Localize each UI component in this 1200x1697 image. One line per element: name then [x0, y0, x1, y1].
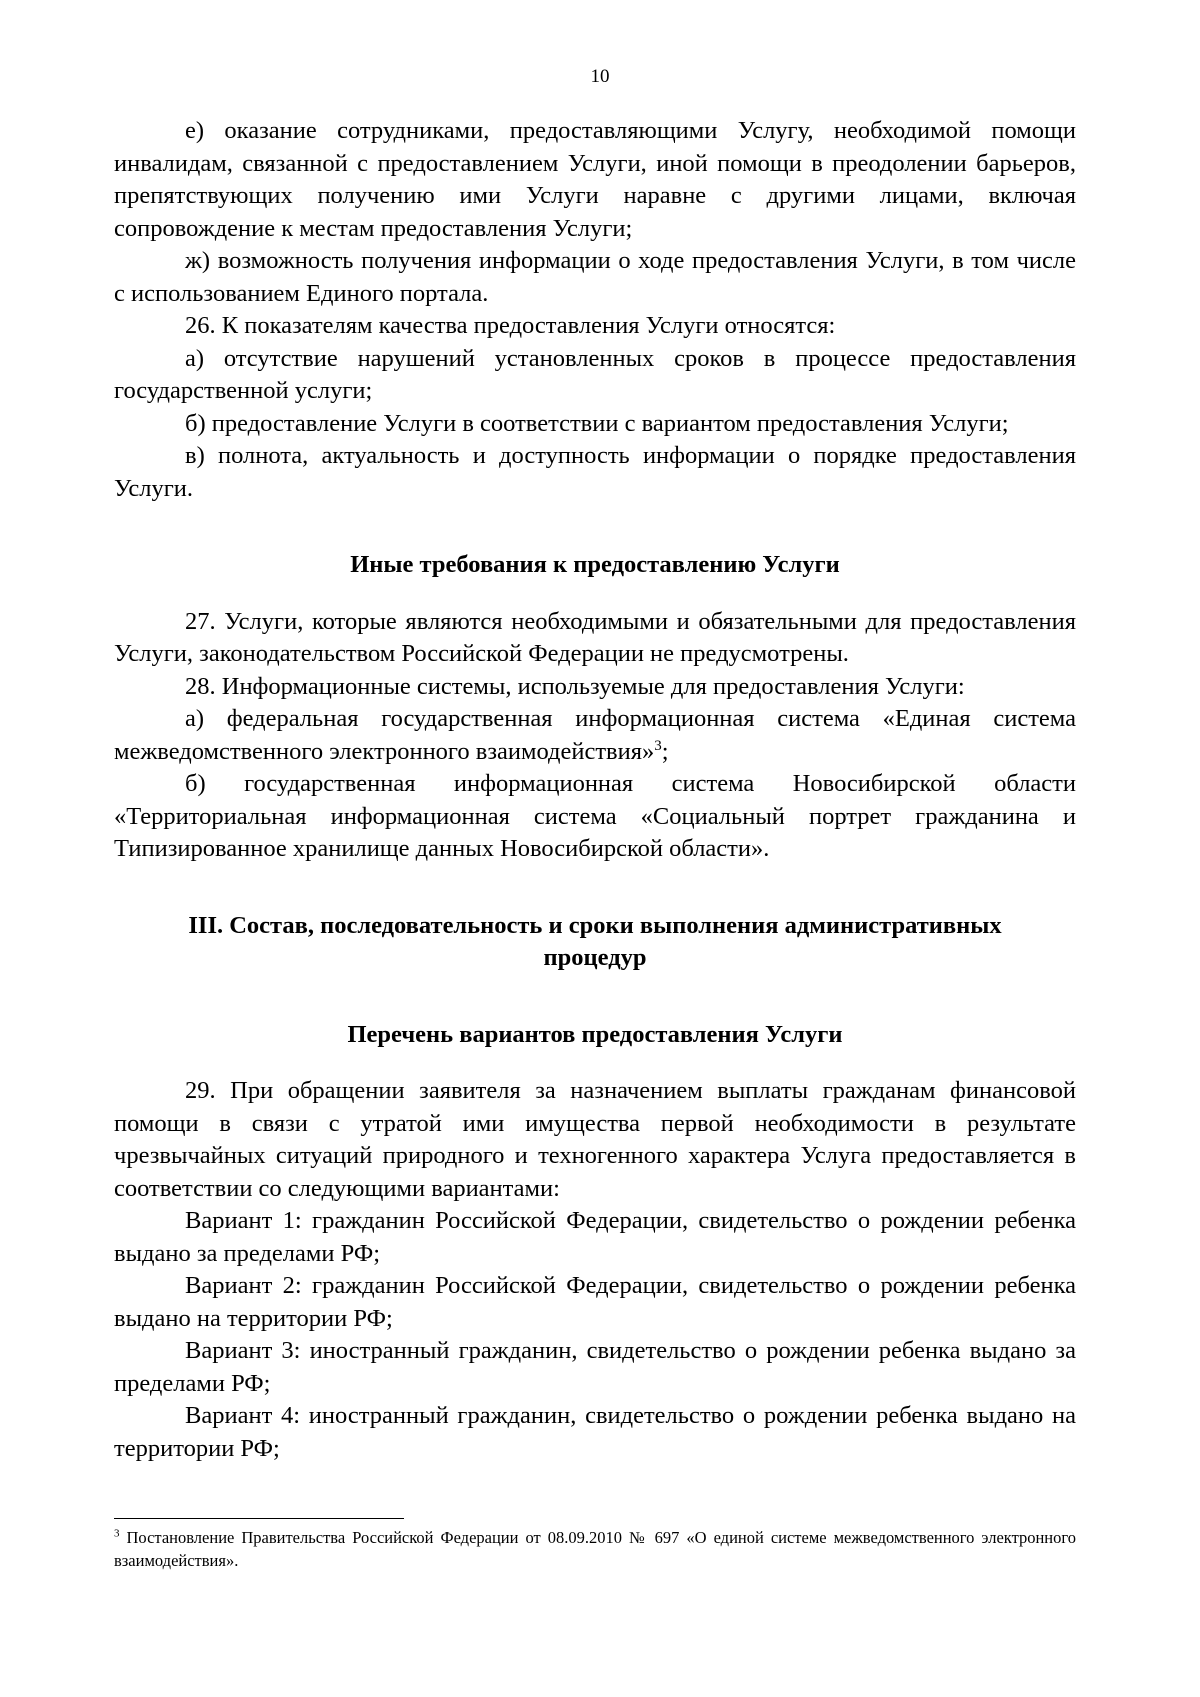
paragraph-item-e: е) оказание сотрудниками, предоставляющими Услугу, необходимой помощи инвалидам, связанной с предоставлением Услуги, иной помощи в преодолении барьеров, препятствующих получению ими Услуги наравне с другими лицами, включая сопровождение к местам предоставления Услуги; [114, 117, 1076, 242]
section-heading-variants: Перечень вариантов предоставления Услуги [347, 1020, 843, 1048]
paragraph-26: 26. К показателям качества предоставления Услуги относятся: [185, 312, 836, 339]
footnote-separator [114, 1518, 404, 1519]
paragraph-27: 27. Услуги, которые являются необходимыми и обязательными для предоставления Услуги, законодательством Российской Федерации не предусмотрены. [114, 607, 1076, 667]
variant-1: Вариант 1: гражданин Российской Федерации, свидетельство о рождении ребенка выдано за пределами РФ; [114, 1207, 1076, 1267]
section-heading-other-requirements: Иные требования к предоставлению Услуги [350, 551, 840, 578]
paragraph-28-a-tail: ; [661, 737, 669, 765]
variant-4: Вариант 4: иностранный гражданин, свидетельство о рождении ребенка выдано на территории РФ; [114, 1402, 1076, 1462]
paragraph-29: 29. При обращении заявителя за назначением выплаты гражданам финансовой помощи в связи с утратой ими имущества первой необходимости в результате чрезвычайных ситуаций природного и техногенного характера Услуга предоставляется в соответствии со следующими вариантами: [114, 1077, 1076, 1202]
paragraph-26-v: в) полнота, актуальность и доступность информации о порядке предоставления Услуги. [114, 442, 1076, 502]
footnote [114, 1526, 1076, 1572]
variant-3: Вариант 3: иностранный гражданин, свидетельство о рождении ребенка выдано за пределами РФ; [114, 1337, 1076, 1397]
chapter-heading-line-2: процедур [543, 944, 647, 971]
paragraph-26-b: б) предоставление Услуги в соответствии с вариантом предоставления Услуги; [185, 409, 1009, 437]
paragraph-26-a: а) отсутствие нарушений установленных сроков в процессе предоставления государственной услуги; [114, 344, 1076, 404]
footnote-reference: 3 [654, 737, 662, 754]
variant-2: Вариант 2: гражданин Российской Федерации, свидетельство о рождении ребенка выдано на территории РФ; [114, 1272, 1076, 1332]
paragraph-28-a-text: а) федеральная государственная информационная система «Единая система межведомственного электронного взаимодействия» [114, 705, 1076, 765]
chapter-heading-line-1: III. Состав, последовательность и сроки выполнения административных [188, 911, 1002, 939]
paragraph-28: 28. Информационные системы, используемые для предоставления Услуги: [185, 672, 965, 700]
page-content [114, 115, 1076, 1465]
page-number: 10 [590, 66, 610, 87]
footnote-marker: 3 [114, 1527, 120, 1540]
paragraph-28-b: б) государственная информационная система Новосибирской области «Территориальная информационная система «Социальный портрет гражданина и Типизированное хранилище данных Новосибирской области». [114, 770, 1076, 862]
footnote-text: Постановление Правительства Российской Федерации от 08.09.2010 № 697 «О единой системе межведомственного электронного взаимодействия». [114, 1528, 1076, 1570]
paragraph-28-a [114, 703, 1076, 768]
paragraph-item-zh: ж) возможность получения информации о ходе предоставления Услуги, в том числе с использованием Единого портала. [114, 247, 1076, 307]
